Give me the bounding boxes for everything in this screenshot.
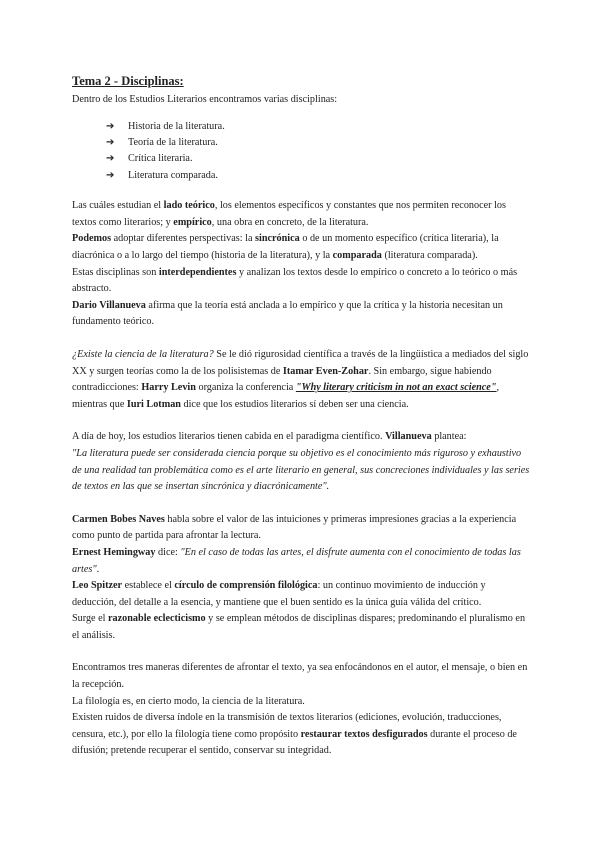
- villanueva-quote: "La literatura puede ser considerada ciencia porque su objetivo es el conocimiento más riguroso y exhaustivo de una realidad tan problemática como es el arte literario en general, sus concreciones individuales y las series de textos en las que se insertan sincrónica y diacrónicamente".: [72, 447, 530, 493]
- paragraph-paradigma: A día de hoy, los estudios literarios tienen cabida en el paradigma científico. Villanueva plantea: "La literatura puede ser considerada ciencia porque su objetivo es el conocimiento más riguroso y exhaustivo de una realidad tan problemática como es el arte literario en general, sus concreciones individuales y las series de textos en las que se insertan sincrónica y diacrónicamente".: [72, 431, 530, 493]
- list-item: ➔ Crítica literaria.: [106, 151, 532, 167]
- paragraph-spitzer: Leo Spitzer establece el círculo de comprensión filológica: un continuo movimiento de inducción y deducción, del detalle a la esencia, y mantiene que el buen sentido es la única guía válida del crítico.: [72, 580, 486, 608]
- list-item: ➔ Teoría de la literatura.: [106, 135, 532, 151]
- paragraph-filologia: La filología es, en cierto modo, la ciencia de la literatura.: [72, 695, 305, 707]
- paragraph-eclecticismo: Surge el razonable eclecticismo y se emplean métodos de disciplinas dispares; predominando el pluralismo en el análisis.: [72, 613, 526, 641]
- arrow-right-icon: ➔: [106, 137, 115, 148]
- paragraph-villanueva: Dario Villanueva afirma que la teoría está anclada a lo empírico y que la crítica y la historia necesitan un fundamento teórico.: [72, 299, 503, 328]
- arrow-right-icon: ➔: [106, 120, 115, 132]
- paragraph-hemingway: Ernest Hemingway dice: "En el caso de todas las artes, el disfrute aumenta con el conocimiento de todas las artes".: [72, 546, 521, 575]
- paragraph-interdependientes: Estas disciplinas son interdependientes y analizan los textos desde lo empírico o concreto a lo teórico o más abstracto.: [72, 266, 518, 295]
- paragraph-ruidos: Existen ruidos de diversa índole en la transmisión de textos literarios (ediciones, evolución, traducciones, censura, etc.), por ello la filología tiene como propósito restaurar textos desfigurados durante el proceso de difusión; pretende recuperar el sentido, conservar su integridad.: [72, 712, 517, 757]
- list-item: ➔ Literatura comparada.: [106, 168, 532, 184]
- document-page: [72, 72, 532, 760]
- arrow-right-icon: ➔: [106, 153, 115, 165]
- arrow-right-icon: ➔: [106, 169, 115, 181]
- paragraph-perspectivas: Podemos adoptar diferentes perspectivas: la sincrónica o de un momento específico (crítica literaria), la diacrónica o a lo largo del tiempo (historia de la literatura), y la comparada (literatura comparada).: [72, 233, 499, 261]
- paragraph-ciencia: ¿Existe la ciencia de la literatura? Se le dió rigurosidad científica a través de la lingüística a mediados del siglo XX y surgen teorías como la de los polisistemas de Itamar Even-Zohar. Sin embargo, sigue habiendo contradicciones: Harry Levin organiza la conferencia "Why literary criticism in not an exact science", mientras que Iuri Lotman dice que los estudios literarios sí deben ser una ciencia.: [72, 348, 529, 410]
- list-item: ➔ Historia de la literatura.: [106, 119, 532, 135]
- paragraph-bobes-naves: Carmen Bobes Naves habla sobre el valor de las intuiciones y primeras impresiones gracias a la experiencia como punto de partida para afrontar la lectura.: [72, 513, 517, 542]
- conference-title: "Why literary criticism in not an exact science": [295, 382, 497, 394]
- discipline-list: [72, 119, 532, 185]
- page-title: Tema 2 - Disciplinas:: [72, 74, 184, 88]
- intro-paragraph: Dentro de los Estudios Literarios encontramos varias disciplinas:: [72, 94, 338, 105]
- paragraph-tres-maneras: Encontramos tres maneras diferentes de afrontar el texto, ya sea enfocándonos en el autor, el mensaje, o bien en la recepción.: [72, 662, 528, 691]
- paragraph-lado-teorico: Las cuáles estudian el lado teórico, los elementos específicos y constantes que nos permiten reconocer los textos como literarios; y empírico, una obra en concreto, de la literatura.: [72, 200, 506, 228]
